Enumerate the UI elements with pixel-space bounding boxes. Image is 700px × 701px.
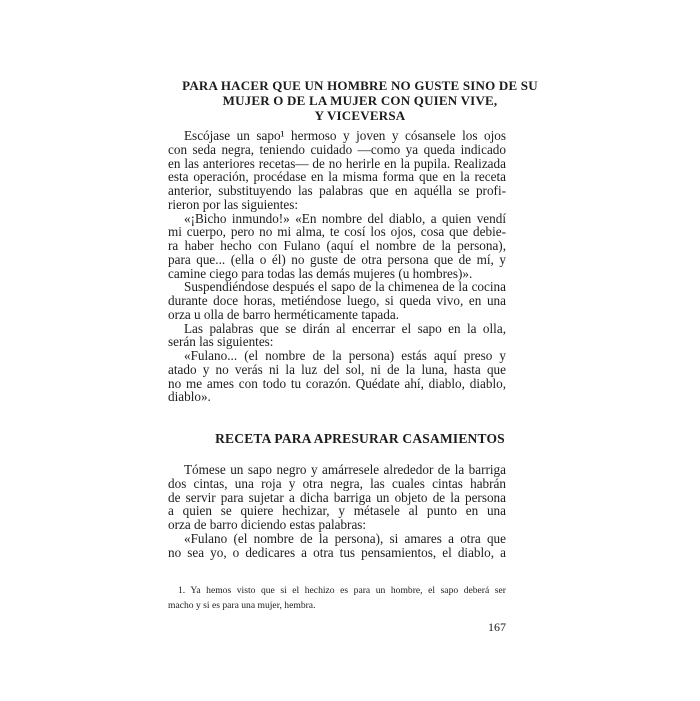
body-line: no me ames con todo tu corazón. Quédate ahí, diablo, diablo,	[168, 376, 506, 391]
body-line: orza de barro diciendo estas palabras:	[168, 517, 367, 532]
body-line: para que... (ella o él) no guste de otra persona que de mí, y	[168, 252, 506, 267]
body-line: rieron por las siguientes:	[168, 197, 299, 212]
body-line: dos cintas, una roja y otra negra, las cuales cintas habrán	[168, 476, 506, 491]
body-line: camine ciego para todas las demás mujeres (u hombres)».	[168, 266, 473, 281]
body-line: en las anteriores recetas— de no herirle en la pupila. Realizada	[168, 156, 506, 171]
body-line: serán las siguientes:	[168, 334, 274, 349]
footnote-line: macho y si es para una mujer, hembra.	[168, 600, 316, 611]
heading-1-line: Y VICEVERSA	[314, 108, 406, 123]
section-heading-1	[170, 78, 550, 123]
heading-1-line: MUJER O DE LA MUJER CON QUIEN VIVE,	[222, 93, 498, 108]
body-line: esta operación, procédase en la misma forma que en la receta	[168, 169, 506, 184]
body-line: «Fulano (el nombre de la persona), si amares a otra que	[184, 531, 506, 546]
body-line: no sea yo, o dedicares a otra tus pensamientos, el diablo, a	[168, 545, 506, 560]
body-line: orza u olla de barro herméticamente tapada.	[168, 307, 400, 322]
body-line: mi cuerpo, pero no mi alma, te cosí los ojos, cosa que debie-	[168, 224, 506, 239]
body-line: «Fulano... (el nombre de la persona) estás aquí preso y	[184, 348, 506, 363]
page-number: 167	[488, 620, 506, 634]
body-line: Escójase un sapo¹ hermoso y joven y cósansele los ojos	[184, 128, 506, 143]
heading-1-line: PARA HACER QUE UN HOMBRE NO GUSTE SINO DE SU	[182, 78, 538, 93]
body-line: ra haber hecho con Fulano (aquí el nombre de la persona),	[168, 238, 506, 253]
body-line: de servir para sujetar a dicha barriga un objeto de la persona	[168, 490, 506, 505]
body-line: «¡Bicho inmundo!» «En nombre del diablo, a quien vendí	[184, 211, 506, 226]
section-heading-2: RECETA PARA APRESURAR CASAMIENTOS	[215, 431, 505, 446]
body-line: Las palabras que se dirán al encerrar el sapo en la olla,	[184, 321, 506, 336]
body-line: atado y no verás ni la luz del sol, ni de la luna, hasta que	[168, 362, 506, 377]
body-line: anterior, substituyendo las palabras que en aquélla se profi-	[168, 183, 506, 198]
body-line: durante doce horas, metiéndose luego, si queda vivo, en una	[168, 293, 506, 308]
body-line: a quien se quiere hechizar, y métasele al punto en una	[168, 503, 506, 518]
body-line: con seda negra, teniendo cuidado —como ya queda indicado	[168, 142, 506, 157]
body-line: Tómese un sapo negro y amárresele alrededor de la barriga	[184, 462, 506, 477]
body-line: Suspendiéndose después el sapo de la chimenea de la cocina	[184, 279, 506, 294]
body-line: diablo».	[168, 389, 211, 404]
footnote-line: 1. Ya hemos visto que si el hechizo es para un hombre, el sapo deberá ser	[178, 585, 506, 596]
